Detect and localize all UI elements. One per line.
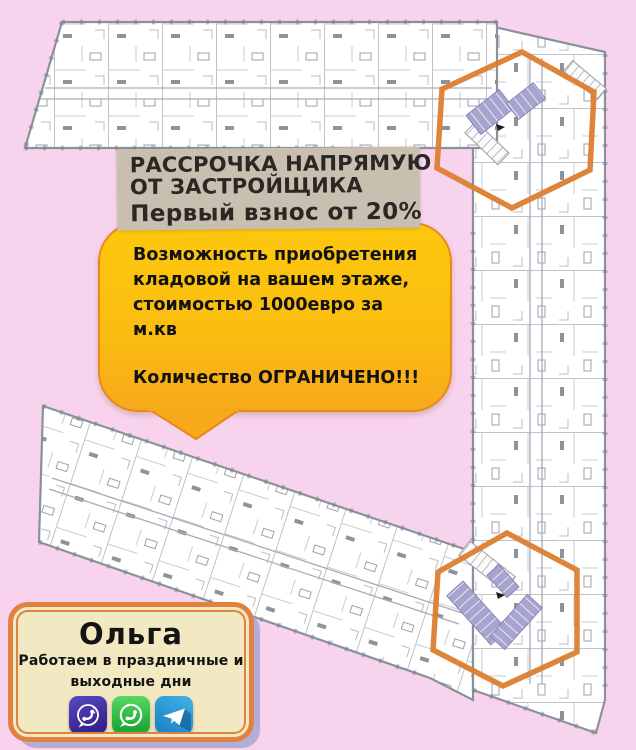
banner-line-1: РАССРОЧКА НАПРЯМУЮ	[129, 150, 432, 178]
telegram-icon[interactable]	[155, 696, 193, 734]
banner-line-3: Первый взнос от 20%	[130, 198, 423, 228]
contact-name: Ольга	[79, 617, 183, 651]
viber-icon[interactable]	[69, 696, 107, 734]
contact-card-inner	[16, 610, 246, 734]
contact-schedule-line-1: Работаем в праздничные и	[18, 653, 244, 669]
whatsapp-icon[interactable]	[112, 696, 150, 734]
storage-offer-bubble	[98, 222, 452, 412]
contact-schedule-line-2: выходные дни	[70, 674, 192, 690]
bubble-emphasis-text: Количество ОГРАНИЧЕНО!!!	[133, 368, 420, 388]
installment-banner	[117, 147, 432, 231]
contact-card	[8, 602, 254, 742]
messenger-icons-row	[18, 696, 244, 734]
bubble-tail	[144, 408, 244, 442]
banner-line-2: ОТ ЗАСТРОЙЩИКА	[129, 173, 363, 200]
bubble-offer-text: Возможность приобретения кладовой на вашем этаже, стоимостью 1000евро за м.кв	[133, 245, 418, 340]
